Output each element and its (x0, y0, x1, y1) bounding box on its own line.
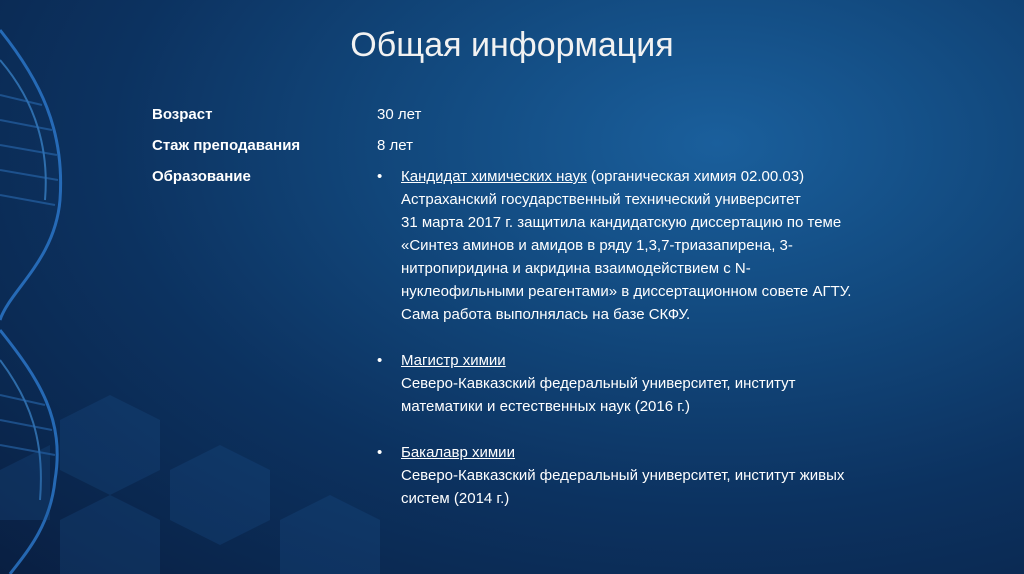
age-label: Возраст (152, 106, 213, 123)
education-line: нуклеофильными реагентами» в диссертационном совете АГТУ. (401, 283, 852, 300)
education-line: «Синтез аминов и амидов в ряду 1,3,7-триазапирена, 3- (401, 237, 793, 254)
education-line: Северо-Кавказский федеральный университет, институт живых (401, 467, 845, 484)
education-item-bachelor (377, 441, 957, 510)
bullet: • (377, 444, 383, 461)
page-title: Общая информация (350, 26, 674, 64)
education-line: 31 марта 2017 г. защитила кандидатскую диссертацию по теме (401, 214, 842, 231)
experience-value: 8 лет (377, 137, 413, 154)
education-item-phd (377, 165, 957, 326)
education-line: математики и естественных наук (2016 г.) (401, 398, 691, 415)
bullet: • (377, 352, 383, 369)
degree-heading: Магистр химии (401, 352, 506, 369)
education-line: систем (2014 г.) (401, 490, 510, 507)
education-item-master (377, 349, 957, 418)
education-line: Астраханский государственный технический университет (401, 191, 801, 208)
education-list (377, 165, 957, 510)
experience-label: Стаж преподавания (152, 137, 301, 154)
degree-specialty: (органическая химия 02.00.03) (586, 168, 805, 185)
education-line: Сама работа выполнялась на базе СКФУ. (401, 306, 691, 323)
age-value: 30 лет (377, 106, 422, 123)
education-label: Образование (152, 168, 251, 185)
education-line: нитропиридина и акридина взаимодействием с N- (401, 260, 751, 277)
education-line: Северо-Кавказский федеральный университет, институт (401, 375, 796, 392)
degree-heading: Кандидат химических наук (401, 168, 587, 185)
degree-heading: Бакалавр химии (401, 444, 515, 461)
bullet: • (377, 168, 383, 185)
